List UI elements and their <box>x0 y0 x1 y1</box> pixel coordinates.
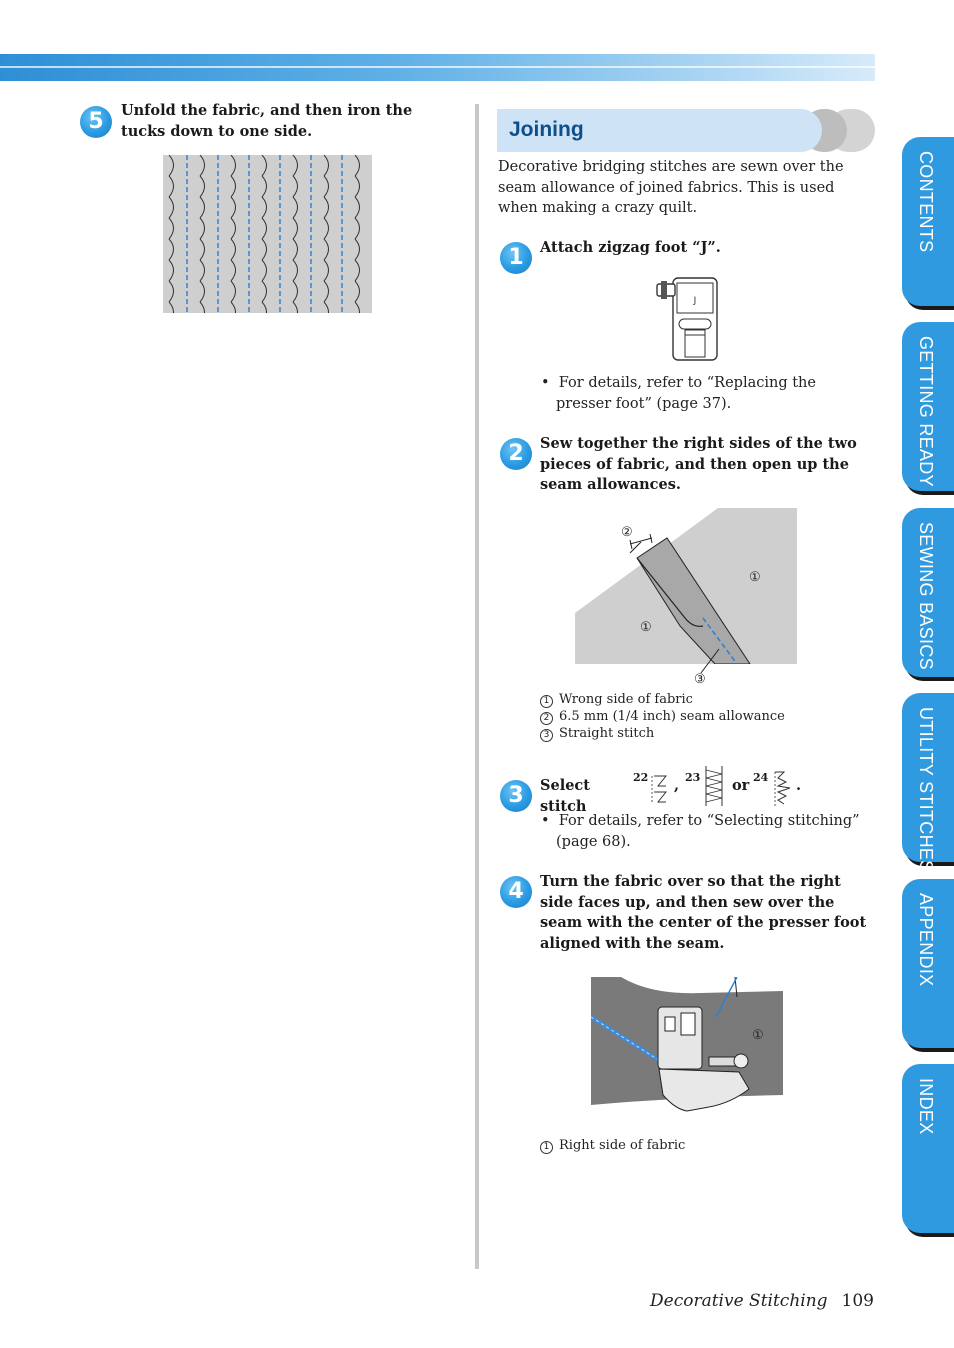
step-1-number: 1 <box>500 242 532 274</box>
foot-letter: J <box>693 296 697 306</box>
seam-allowance-illustration <box>575 508 797 664</box>
stitch-24-number: 24 <box>753 771 769 784</box>
step-5-number: 5 <box>80 106 112 138</box>
tab-contents[interactable]: CONTENTS <box>902 137 954 306</box>
callout-1-right: ① <box>749 570 761 585</box>
zigzag-foot-j-illustration <box>655 275 721 363</box>
caption-seam-allowance: 2 6.5 mm (1/4 inch) seam allowance <box>540 708 785 725</box>
callout-1-left: ① <box>640 620 652 635</box>
section-header <box>497 109 875 152</box>
tab-sewing-basics[interactable]: SEWING BASICS <box>902 508 954 677</box>
callout-right-side: ① <box>752 1028 764 1043</box>
caption-wrong-side: 1 Wrong side of fabric <box>540 691 693 708</box>
stitch-23-number: 23 <box>685 771 701 784</box>
page-footer <box>650 1291 874 1311</box>
column-divider <box>475 104 479 1269</box>
callout-2: ② <box>621 525 633 540</box>
stitch-22-number: 22 <box>633 771 649 784</box>
tab-index[interactable]: INDEX <box>902 1064 954 1233</box>
sewing-over-seam-illustration <box>591 977 783 1116</box>
caption-straight-stitch: 3 Straight stitch <box>540 725 654 742</box>
page-number: 109 <box>841 1291 874 1311</box>
stitch-24-icon[interactable] <box>772 768 796 808</box>
tab-appendix[interactable]: APPENDIX <box>902 879 954 1048</box>
step-3-text: Select stitch <box>540 777 590 815</box>
step-4-text: Turn the fabric over so that the right side faces up, and then sew over the seam with the center of the presser foot aligned with the seam. <box>540 873 867 952</box>
tab-utility-stitches[interactable]: UTILITY STITCHES <box>902 693 954 862</box>
step-5-text: Unfold the fabric, and then iron the tucks down to one side. <box>121 102 413 140</box>
step-1-text: Attach zigzag foot “J”. <box>540 239 721 256</box>
callout-3: ③ <box>694 672 706 687</box>
step-1-note: • For details, refer to “Replacing the presser foot” (page 37). <box>541 375 816 412</box>
tucked-fabric-illustration <box>163 155 372 313</box>
caption-right-side: 1 Right side of fabric <box>540 1137 685 1154</box>
tab-getting-ready[interactable]: GETTING READY <box>902 322 954 491</box>
step-3-note: • For details, refer to “Selecting stitching” (page 68). <box>541 813 860 850</box>
footer-section: Decorative Stitching <box>650 1291 828 1311</box>
step-2-text: Sew together the right sides of the two pieces of fabric, and then open up the seam allowances. <box>540 435 857 493</box>
header-gradient-bar <box>0 54 875 81</box>
section-intro: Decorative bridging stitches are sewn over the seam allowance of joined fabrics. This is used when making a crazy quilt. <box>498 159 844 216</box>
step-4-number: 4 <box>500 876 532 908</box>
step-2-number: 2 <box>500 438 532 470</box>
step-3-sep2: or <box>732 777 750 794</box>
step-3-sep1: , <box>674 777 680 794</box>
step-3-end: . <box>796 777 802 794</box>
step-3-number: 3 <box>500 780 532 812</box>
section-title: Joining <box>509 118 584 141</box>
stitch-22-icon[interactable] <box>650 772 672 806</box>
stitch-23-icon[interactable] <box>703 764 725 808</box>
